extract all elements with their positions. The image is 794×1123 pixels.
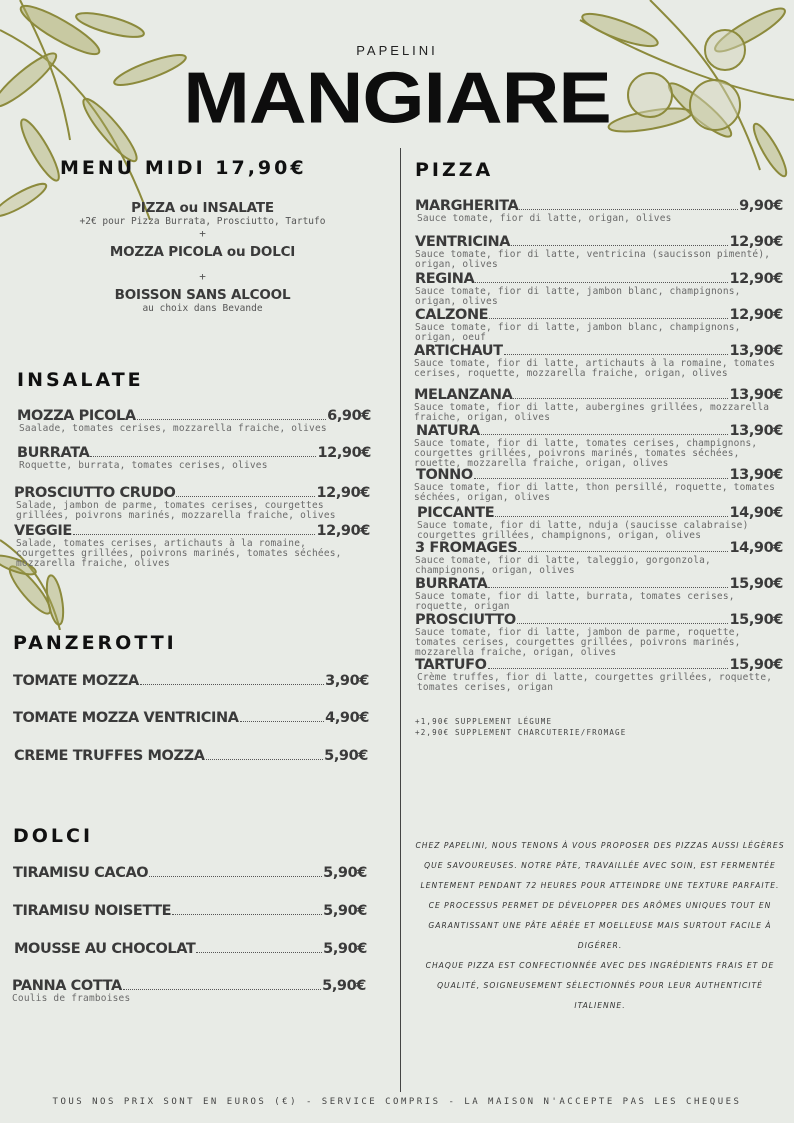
menu-item: [12, 978, 366, 1004]
about-text: [414, 836, 786, 1016]
dot-leader: [511, 245, 728, 246]
menu-item: [13, 710, 369, 726]
item-description: Sauce tomate, fior di latte, jambon blanc, champignons, origan, olives: [415, 286, 741, 307]
item-price: 13,90€: [729, 343, 783, 359]
menu-item: [13, 903, 367, 919]
item-price: 5,90€: [323, 903, 367, 919]
item-price: 6,90€: [327, 408, 371, 424]
item-name: MOZZA PICOLA: [17, 408, 136, 424]
menu-midi-option-1: PIZZA ou INSALATE: [131, 200, 274, 216]
item-description: Sauce tomate, fior di latte, aubergines grillées, mozzarella fraiche, origan, olives: [414, 402, 770, 423]
menu-midi-option-1-note: +2€ pour Pizza Burrata, Prosciutto, Tartufo: [79, 216, 326, 227]
item-name: MOUSSE AU CHOCOLAT: [14, 941, 196, 957]
dot-leader: [475, 282, 728, 283]
restaurant-title: MANGIARE: [183, 57, 611, 138]
dot-leader: [513, 398, 728, 399]
item-price: 14,90€: [729, 540, 783, 556]
menu-item: [14, 941, 367, 957]
dot-leader: [172, 914, 322, 915]
item-name: TIRAMISU CACAO: [13, 865, 149, 881]
item-name: PICCANTE: [417, 505, 495, 521]
menu-item: [415, 198, 783, 224]
menu-item: [14, 485, 370, 521]
item-description: Sauce tomate, fior di latte, burrata, tomates cerises, roquette, origan: [415, 591, 735, 612]
item-description: Crème truffes, fior di latte, courgettes grillées, roquette, tomates cerises, origan: [417, 672, 773, 693]
menu-item: [414, 387, 783, 423]
item-name: TOMATE MOZZA: [13, 673, 139, 689]
item-description: Sauce tomate, fior di latte, nduja (saucisse calabraise) courgettes grillées, champignons, origan, olives: [417, 520, 749, 541]
item-name: BURRATA: [415, 576, 488, 592]
dot-leader: [240, 721, 325, 722]
item-name: BURRATA: [17, 445, 90, 461]
item-description: Coulis de framboises: [12, 993, 131, 1004]
item-description: Sauce tomate, fior di latte, artichauts à la romaine, tomates cerises, roquette, mozzarella fraiche, origan, olives: [414, 358, 776, 379]
item-price: 13,90€: [729, 467, 783, 483]
dot-leader: [495, 516, 728, 517]
about-paragraph-2: CHAQUE PIZZA EST CONFECTIONNÉE AVEC DES INGRÉDIENTS FRAIS ET DE QUALITÉ, SOIGNEUSEMENT SÉLECTIONNÉS POUR LEUR AUTHENTICITÉ ITALIENNE.: [425, 961, 775, 1010]
item-description: Saalade, tomates cerises, mozzarella fraiche, olives: [19, 423, 327, 434]
item-description: Salade, jambon de parme, tomates cerises, courgettes grillées, poivrons marinés, mozzarella fraiche, olives: [16, 500, 336, 521]
menu-item: [14, 748, 368, 764]
item-price: 12,90€: [729, 271, 783, 287]
item-price: 12,90€: [317, 445, 371, 461]
menu-midi-heading: MENU MIDI 17,90€: [60, 157, 307, 179]
menu-midi-block: [20, 200, 385, 314]
item-price: 3,90€: [325, 673, 369, 689]
dot-leader: [517, 623, 729, 624]
item-name: TIRAMISU NOISETTE: [13, 903, 172, 919]
dot-leader: [489, 318, 728, 319]
menu-item: [17, 408, 371, 434]
about-paragraph-1: CHEZ PAPELINI, NOUS TENONS À VOUS PROPOSER DES PIZZAS AUSSI LÉGÈRES QUE SAVOUREUSES. NOTRE PÂTE, TRAVAILLÉE AVEC SOIN, EST FERMENTÉE LENTEMENT PENDANT 72 HEURES POUR ATTEINDRE UNE TEXTURE PARFAITE. CE PROCESSUS PERMET DE DÉVELOPPER DES ARÔMES UNIQUES TOUT EN GARANTISSANT UNE PÂTE AÉRÉE ET MOELLEUSE MAIS SURTOUT FACILE À DIGÉRER.: [415, 841, 785, 950]
item-price: 5,90€: [323, 941, 367, 957]
item-name: 3 FROMAGES: [415, 540, 518, 556]
item-price: 15,90€: [729, 576, 783, 592]
dot-leader: [504, 354, 729, 355]
column-divider: [400, 148, 401, 1092]
dot-leader: [196, 952, 322, 953]
item-price: 4,90€: [325, 710, 369, 726]
item-price: 12,90€: [729, 234, 783, 250]
item-description: Sauce tomate, fior di latte, thon persillé, roquette, tomates séchées, origan, olives: [414, 482, 776, 503]
menu-item: [414, 343, 783, 379]
item-price: 12,90€: [316, 523, 370, 539]
menu-midi-option-3-note: au choix dans Bevande: [142, 303, 263, 314]
panzerotti-heading: PANZEROTTI: [13, 632, 177, 654]
item-description: Sauce tomate, fior di latte, origan, olives: [417, 213, 672, 224]
menu-item: [415, 234, 783, 270]
item-price: 15,90€: [729, 657, 783, 673]
item-price: 5,90€: [323, 865, 367, 881]
menu-midi-option-2: MOZZA PICOLA ou DOLCI: [109, 244, 296, 260]
item-description: Sauce tomate, fior di latte, jambon de parme, roquette, tomates cerises, courgettes grillées, poivrons marinés, mozzarella fraiche, origan, olives: [415, 627, 741, 658]
item-price: 9,90€: [739, 198, 783, 214]
item-name: TONNO: [416, 467, 473, 483]
item-name: NATURA: [416, 423, 480, 439]
menu-item: [415, 612, 783, 658]
item-name: TOMATE MOZZA VENTRICINA: [13, 710, 239, 726]
menu-item: [415, 657, 783, 693]
dot-leader: [123, 989, 321, 990]
item-price: 15,90€: [729, 612, 783, 628]
item-name: VEGGIE: [14, 523, 72, 539]
menu-item: [13, 865, 367, 881]
restaurant-subtitle: PAPELINI: [356, 43, 438, 58]
dot-leader: [518, 551, 728, 552]
dot-leader: [140, 684, 324, 685]
menu-midi-plus: +: [199, 270, 206, 283]
item-description: Roquette, burrata, tomates cerises, olives: [19, 460, 268, 471]
item-description: Salade, tomates cerises, artichauts à la romaine, courgettes grillées, poivrons marinés, tomates séchées, mozzarella fraiche, olives: [16, 538, 342, 569]
dot-leader: [90, 456, 316, 457]
item-name: CALZONE: [415, 307, 489, 323]
dot-leader: [206, 759, 324, 760]
menu-item: [415, 271, 783, 307]
item-name: MARGHERITA: [415, 198, 519, 214]
pizza-heading: PIZZA: [415, 159, 494, 181]
item-price: 12,90€: [729, 307, 783, 323]
menu-item: [416, 467, 783, 503]
dot-leader: [474, 478, 729, 479]
item-name: MELANZANA: [414, 387, 513, 403]
menu-item: [415, 307, 783, 343]
dot-leader: [488, 668, 729, 669]
menu-midi-option-3: BOISSON SANS ALCOOL: [114, 287, 291, 303]
menu-item: [416, 423, 783, 469]
dot-leader: [149, 876, 322, 877]
item-price: 5,90€: [324, 748, 368, 764]
menu-item: [415, 576, 783, 612]
dot-leader: [137, 419, 326, 420]
item-name: VENTRICINA: [415, 234, 511, 250]
dot-leader: [73, 534, 316, 535]
item-name: PROSCIUTTO CRUDO: [14, 485, 176, 501]
supplement-vegetable: +1,90€ SUPPLEMENT LÉGUME: [415, 717, 553, 726]
menu-item: [415, 540, 783, 576]
item-name: PROSCIUTTO: [415, 612, 516, 628]
dolci-heading: DOLCI: [13, 825, 94, 847]
supplement-charcuterie: +2,90€ SUPPLEMENT CHARCUTERIE/FROMAGE: [415, 728, 627, 737]
menu-item: [13, 673, 369, 689]
menu-item: [417, 505, 783, 541]
item-name: REGINA: [415, 271, 475, 287]
dot-leader: [519, 209, 738, 210]
dot-leader: [481, 434, 729, 435]
item-name: PANNA COTTA: [12, 978, 122, 994]
footer-note: TOUS NOS PRIX SONT EN EUROS (€) - SERVICE COMPRIS - LA MAISON N'ACCEPTE PAS LES CHEQUES: [52, 1097, 742, 1107]
item-description: Sauce tomate, fior di latte, tomates cerises, champignons, courgettes grillées, poivrons marinés, tomates séchées, rouette, mozzarella fraiche, origan, olives: [414, 438, 758, 469]
dot-leader: [488, 587, 728, 588]
menu-item: [17, 445, 371, 471]
menu-midi-plus: +: [199, 227, 206, 240]
insalate-heading: INSALATE: [17, 369, 144, 391]
item-description: Sauce tomate, fior di latte, taleggio, gorgonzola, champignons, origan, olives: [415, 555, 711, 576]
item-price: 13,90€: [729, 387, 783, 403]
item-description: Sauce tomate, fior di latte, ventricina (saucisson pimenté), origan, olives: [415, 249, 771, 270]
menu-item: [14, 523, 370, 569]
supplements: [415, 716, 626, 738]
item-price: 5,90€: [322, 978, 366, 994]
dot-leader: [176, 496, 315, 497]
item-name: CREME TRUFFES MOZZA: [14, 748, 205, 764]
item-name: TARTUFO: [415, 657, 487, 673]
item-description: Sauce tomate, fior di latte, jambon blanc, champignons, origan, oeuf: [415, 322, 741, 343]
item-price: 13,90€: [729, 423, 783, 439]
item-price: 14,90€: [729, 505, 783, 521]
item-name: ARTICHAUT: [414, 343, 503, 359]
item-price: 12,90€: [316, 485, 370, 501]
